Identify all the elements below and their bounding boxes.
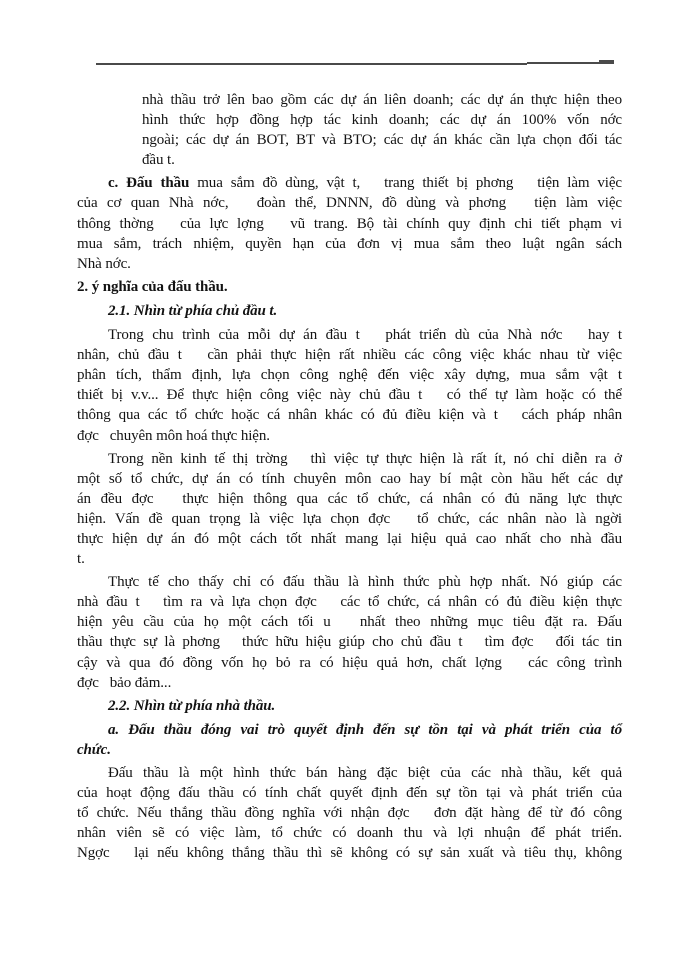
section-heading-2: 2. ý nghĩa của đấu thầu. [77, 278, 228, 295]
text-line: đầu t. [142, 152, 175, 169]
text-line: của hoạt động đấu thầu có tính chất quyết định đến sự tồn tại và phát triển của [77, 785, 622, 802]
text-line: nhà thầu trở lên bao gồm các dự án liên doanh; các dự án thực hiện theo [142, 92, 622, 108]
text-line [77, 173, 622, 193]
text-line: t. [77, 551, 85, 568]
text-line: hình thức hợp đồng hợp tác kinh doanh; các dự án 100% vốn nớc [142, 112, 622, 129]
text-line: ngoài; các dự án BOT, BT và BTO; các dự án khác cần lựa chọn đối tác [142, 132, 622, 149]
paragraph-thuc-te [77, 572, 622, 693]
header-rule-left [96, 63, 527, 65]
header-rule-tick [599, 60, 614, 62]
text-line: phân tích, thẩm định, lựa chọn công nghệ đến việc xây dựng, mua sắm vật t [77, 367, 622, 384]
text-line: mua sắm, trách nhiệm, quyền hạn của đơn vị mua sắm theo luật ngân sách [77, 235, 622, 252]
text-line: nhân, chủ đầu t cần phải thực hiện rất nhiều các công việc khác nhau từ việc [77, 347, 622, 364]
text-line: thầu thực sự là phơng thức hữu hiệu giúp cho chủ đầu t tìm đợc đối tác tin [77, 634, 622, 651]
text-line: a. Đấu thầu đóng vai trò quyết định đến sự tồn tại và phát triển của tổ [108, 721, 622, 738]
text-line: hiện yêu cầu của họ một cách tối u nhất theo những mục tiêu đặt ra. Đấu [77, 614, 622, 631]
text-line: Nhà nớc. [77, 255, 131, 272]
text-line: thông qua các tổ chức hoặc cá nhân khác có đủ điều kiện và t cách pháp nhân [77, 407, 622, 424]
page-content [77, 90, 622, 866]
subsection-heading-2-1: 2.1. Nhìn từ phía chủ đầu t. [108, 302, 278, 319]
paragraph-carryover [142, 90, 622, 170]
text-line: của cơ quan Nhà nớc, đoàn thể, DNNN, đồ dùng và phơng tiện làm việc [77, 195, 622, 212]
text-line: Trong nền kinh tế thị trờng thì việc tự thực hiện là rất ít, nó chỉ diễn ra ở [108, 450, 622, 467]
text-line: hiện. Vấn đề quan trọng là việc lựa chọn đợc tổ chức, các nhân nào là ngời [77, 510, 622, 527]
text-span: mua sắm đồ dùng, vật t, trang thiết bị phơng tiện làm việc [189, 175, 622, 192]
header-rule-right [527, 62, 614, 64]
text-line: đợc chuyên môn hoá thực hiện. [77, 427, 270, 444]
subheading-a [77, 720, 622, 760]
text-line: án đều đợc thực hiện thông qua các tổ chức, cá nhân có đủ năng lực thực [77, 490, 622, 507]
paragraph-item-c [77, 173, 622, 273]
text-line: chức. [77, 741, 111, 758]
text-line: Ngợc lại nếu không thắng thầu thì sẽ không có sự sản xuất và tiêu thụ, không [77, 845, 622, 862]
text-line: nhân viên sẽ có việc làm, tổ chức có doanh thu và lợi nhuận để phát triển. [77, 825, 622, 842]
text-line: một số tổ chức, dự án có tính chuyên môn cao hay bí mật còn hầu hết các dự [77, 470, 622, 487]
text-line: thông thờng của lực lợng vũ trang. Bộ tài chính quy định chi tiết phạm vi [77, 215, 622, 232]
text-line: Thực tế cho thấy chỉ có đấu thầu là hình thức phù hợp nhất. Nó giúp các [108, 574, 622, 591]
bold-lead: c. Đấu thầu [108, 175, 190, 192]
paragraph-dau-thau-ban-hang [77, 763, 622, 863]
text-line: thực hiện dự án đó một cách tốt nhất mang lại hiệu quả cao nhất cho nhà đầu [77, 530, 622, 547]
subsection-heading-2-2: 2.2. Nhìn từ phía nhà thầu. [108, 697, 276, 714]
text-line: cậy và qua đó đồng vốn họ bỏ ra có hiệu quả hơn, chất lợng các công trình [77, 654, 622, 671]
paragraph-chu-trinh [77, 325, 622, 446]
text-line: thiết bị v.v... Để thực hiện công việc này chủ đầu t có thể tự làm hoặc có thể [77, 387, 622, 404]
paragraph-kinh-te [77, 449, 622, 570]
text-line: đợc bảo đảm... [77, 674, 172, 691]
text-line: tổ chức. Nếu thắng thầu đồng nghĩa với nhận đợc đơn đặt hàng để từ đó công [77, 805, 622, 822]
text-line: Trong chu trình của mỗi dự án đầu t phát triển dù của Nhà nớc hay t [108, 327, 622, 344]
text-line: Đấu thầu là một hình thức bán hàng đặc biệt của các nhà thầu, kết quả [108, 765, 622, 781]
text-line: nhà đầu t tìm ra và lựa chọn đợc các tổ chức, cá nhân có đủ điều kiện thực [77, 594, 622, 611]
